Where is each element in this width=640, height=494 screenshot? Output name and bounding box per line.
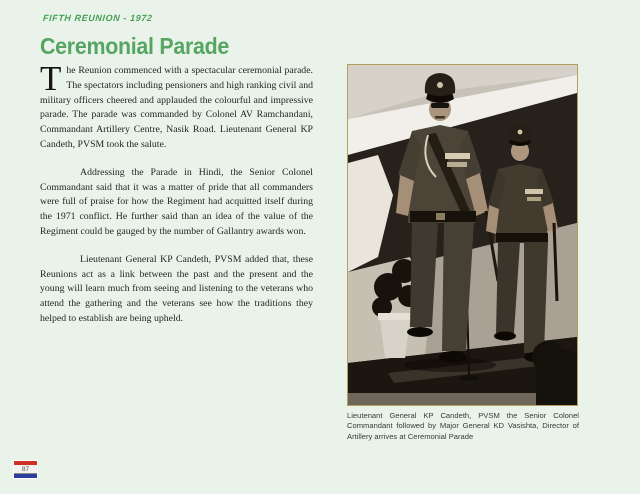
parade-photo-illustration [348,65,577,405]
photo-caption: Lieutenant General KP Candeth, PVSM the Senior Colonel Commandant followed by Major General KD Vasishta, Director of Artillery arrives at Ceremonial Parade [347,411,579,441]
paragraph-1 [40,59,313,153]
parade-photo [347,64,578,406]
page-title: Ceremonial Parade [40,33,230,59]
paragraph-1-text: he Reunion commenced with a spectacular ceremonial parade. The spectators including pensioners and high ranking civil and military officers cheered and applauded the colourful and impressive parade. The parade was commanded by Colonel AV Ramchandani, Commandant Artillery Centre, Nasik Road. Lieutenant General KP Candeth, PVSM took the salute. [40,65,313,150]
paragraph-2: Addressing the Parade in Hindi, the Senior Colonel Commandant said that it was a matter of pride that all commanders were full of praise for how the Regiment had acquitted itself during the 1971 conflict. He further said than an idea of the value of the Regiment could be gauged by the number of Gallantry awards won. [40,166,313,237]
page-number: 87 [21,465,30,473]
flag-white-stripe [14,466,37,474]
chapter-header: FIFTH REUNION - 1972 [42,13,153,23]
drop-cap: T [40,59,62,98]
flag-blue-stripe [14,474,37,478]
paragraph-3: Lieutenant General KP Candeth, PVSM added that, these Reunions act as a link between the past and the present and the young will learn much from seeing and listening to the veterans who attend the gathering and the veterans see how the traditions they helped to establish are being upheld. [40,253,313,324]
page-number-flag-badge [14,461,37,478]
article-body [40,59,313,327]
